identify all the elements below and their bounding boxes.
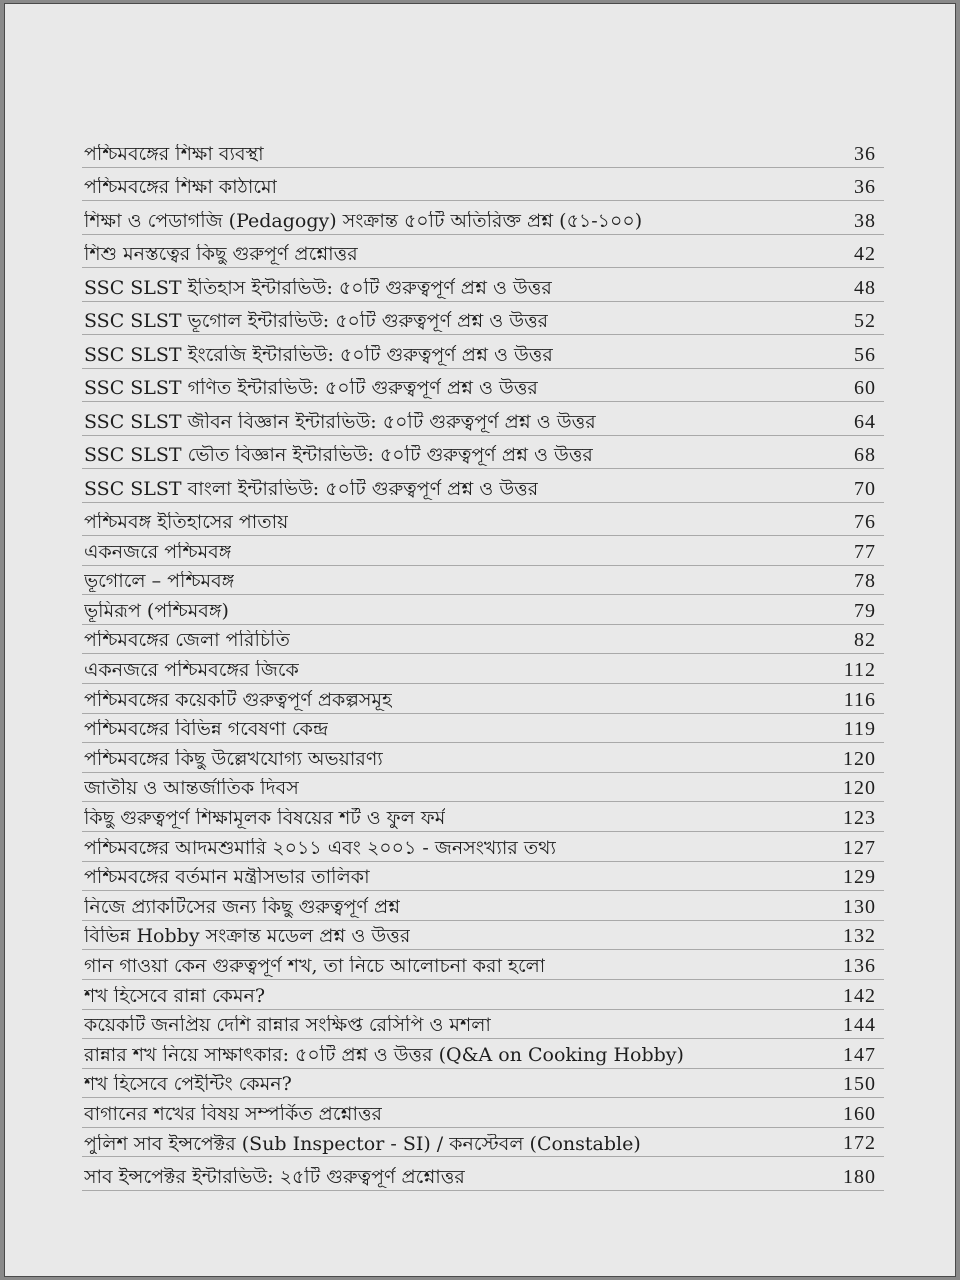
toc-entry <box>82 773 884 803</box>
toc-entry-page-number: 160 <box>843 1102 876 1125</box>
toc-entry-page-number: 147 <box>843 1043 876 1066</box>
toc-entry-title: পশ্চিমবঙ্গের জেলা পরিচিতি <box>84 630 290 652</box>
toc-entry-title: SSC SLST বাংলা ইন্টারভিউ: ৫০টি গুরুত্বপূর্ণ প্রশ্ন ও উত্তর <box>84 478 539 500</box>
toc-entry-page-number: 60 <box>854 377 876 399</box>
toc-entry <box>82 268 884 302</box>
toc-entry <box>82 436 884 470</box>
toc-entry <box>82 503 884 537</box>
toc-entry-title: পশ্চিমবঙ্গের বিভিন্ন গবেষণা কেন্দ্র <box>84 719 329 741</box>
toc-entry-title: SSC SLST ইংরেজি ইন্টারভিউ: ৫০টি গুরুত্বপূর্ণ প্রশ্ন ও উত্তর <box>84 344 553 366</box>
toc-entry-title: একনজরে পশ্চিমবঙ্গ <box>84 541 232 563</box>
toc-entry <box>82 566 884 596</box>
toc-entry-title: রান্নার শখ নিয়ে সাক্ষাৎকার: ৫০টি প্রশ্ন ও উত্তর (Q&A on Cooking Hobby) <box>84 1044 684 1066</box>
toc-entry-page-number: 129 <box>843 866 876 889</box>
toc-entry <box>82 980 884 1010</box>
toc-entry <box>82 1010 884 1040</box>
toc-entry-page-number: 64 <box>854 410 876 433</box>
toc-entry-page-number: 78 <box>854 570 876 593</box>
toc-entry-title: গান গাওয়া কেন গুরুত্বপূর্ণ শখ, তা নিচে আলোচনা করা হলো <box>84 956 546 977</box>
toc-entry-page-number: 144 <box>843 1014 876 1037</box>
toc-entry-title: SSC SLST ইতিহাস ইন্টারভিউ: ৫০টি গুরুত্বপূর্ণ প্রশ্ন ও উত্তর <box>84 277 552 299</box>
toc-entry-title: বাগানের শখের বিষয় সম্পর্কিত প্রশ্নোত্তর <box>84 1103 382 1125</box>
toc-entry-title: SSC SLST জীবন বিজ্ঞান ইন্টারভিউ: ৫০টি গুরুত্বপূর্ণ প্রশ্ন ও উত্তর <box>84 411 596 433</box>
toc-entry-page-number: 120 <box>843 747 876 770</box>
toc-entry-page-number: 130 <box>843 895 876 918</box>
toc-entry <box>82 921 884 951</box>
toc-entry-page-number: 42 <box>854 243 876 265</box>
toc-entry <box>82 891 884 921</box>
toc-entry-page-number: 36 <box>854 176 876 198</box>
toc-entry-title: ভূগোলে – পশ্চিমবঙ্গ <box>84 571 235 593</box>
toc-entry <box>82 832 884 862</box>
toc-entry-title: পুলিশ সাব ইন্সপেক্টর (Sub Inspector - SI) / কনস্টেবল (Constable) <box>84 1133 641 1155</box>
toc-entry-title: পশ্চিমবঙ্গের বর্তমান মন্ত্রীসভার তালিকা <box>84 867 370 889</box>
toc-entry-page-number: 127 <box>843 836 876 859</box>
toc-entry-title: নিজে প্র্যাকটিসের জন্য কিছু গুরুত্বপূর্ণ প্রশ্ন <box>84 896 401 918</box>
toc-entry <box>82 802 884 832</box>
toc-entry-page-number: 116 <box>843 688 876 711</box>
toc-entry-title: জাতীয় ও আন্তর্জাতিক দিবস <box>84 778 299 800</box>
toc-entry <box>82 950 884 980</box>
toc-entry-title: বিভিন্ন Hobby সংক্রান্ত মডেল প্রশ্ন ও উত্তর <box>84 926 411 948</box>
toc-entry-title: শিক্ষা ও পেডাগজি (Pedagogy) সংক্রান্ত ৫০টি অতিরিক্ত প্রশ্ন (৫১-১০০) <box>84 210 643 232</box>
toc-entry-title: শখ হিসেবে রান্না কেমন? <box>84 985 266 1007</box>
toc-entry-page-number: 120 <box>843 777 876 800</box>
toc-entry-page-number: 119 <box>843 718 876 741</box>
toc-entry-page-number: 56 <box>854 343 876 366</box>
toc-entry-title: পশ্চিমবঙ্গের শিক্ষা কাঠামো <box>84 177 278 198</box>
toc-entry <box>82 1128 884 1158</box>
toc-entry <box>82 536 884 566</box>
toc-entry <box>82 595 884 625</box>
toc-entry <box>82 1157 884 1191</box>
toc-entry-page-number: 36 <box>854 142 876 165</box>
toc-entry <box>82 1039 884 1069</box>
toc-entry-title: পশ্চিমবঙ্গের কিছু উল্লেখযোগ্য অভয়ারণ্য <box>84 748 383 770</box>
toc-entry-page-number: 150 <box>843 1073 876 1096</box>
table-of-contents <box>82 134 884 1191</box>
toc-entry-title: SSC SLST গণিত ইন্টারভিউ: ৫০টি গুরুত্বপূর্ণ প্রশ্ন ও উত্তর <box>84 378 538 399</box>
toc-entry-title: ভূমিরূপ (পশ্চিমবঙ্গ) <box>84 600 229 622</box>
toc-entry <box>82 743 884 773</box>
toc-entry <box>82 714 884 744</box>
toc-entry-title: শখ হিসেবে পেইন্টিং কেমন? <box>84 1074 292 1096</box>
toc-entry <box>82 625 884 655</box>
toc-entry-title: পশ্চিমবঙ্গের আদমশুমারি ২০১১ এবং ২০০১ - জনসংখ্যার তথ্য <box>84 837 556 859</box>
toc-entry-page-number: 77 <box>854 540 876 563</box>
toc-entry-title: কয়েকটি জনপ্রিয় দেশি রান্নার সংক্ষিপ্ত রেসিপি ও মশলা <box>84 1015 491 1037</box>
toc-entry <box>82 369 884 403</box>
toc-entry-title: পশ্চিমবঙ্গের কয়েকটি গুরুত্বপূর্ণ প্রকল্পসমূহ <box>84 689 392 711</box>
toc-entry-page-number: 132 <box>843 925 876 948</box>
toc-entry <box>82 469 884 503</box>
toc-entry <box>82 1098 884 1128</box>
toc-entry-title: শিশু মনস্তত্বের কিছু গুরুপূর্ণ প্রশ্নোত্তর <box>84 244 358 265</box>
toc-entry <box>82 335 884 369</box>
toc-entry-page-number: 79 <box>854 599 876 622</box>
toc-entry-title: SSC SLST ভৌত বিজ্ঞান ইন্টারভিউ: ৫০টি গুরুত্বপূর্ণ প্রশ্ন ও উত্তর <box>84 445 593 466</box>
toc-entry-title: একনজরে পশ্চিমবঙ্গের জিকে <box>84 660 299 681</box>
toc-entry <box>82 1069 884 1099</box>
toc-entry <box>82 302 884 336</box>
toc-entry-page-number: 68 <box>854 444 876 466</box>
toc-entry-page-number: 82 <box>854 629 876 652</box>
toc-entry <box>82 862 884 892</box>
toc-entry-page-number: 123 <box>843 806 876 829</box>
toc-entry-title: পশ্চিমবঙ্গ ইতিহাসের পাতায় <box>84 512 289 533</box>
toc-entry <box>82 402 884 436</box>
toc-entry-page-number: 142 <box>843 984 876 1007</box>
toc-entry-title: সাব ইন্সপেক্টর ইন্টারভিউ: ২৫টি গুরুত্বপূর্ণ প্রশ্নোত্তর <box>84 1167 465 1188</box>
toc-entry <box>82 654 884 684</box>
toc-entry <box>82 201 884 235</box>
toc-entry-page-number: 180 <box>843 1165 876 1188</box>
toc-entry-page-number: 172 <box>843 1132 876 1155</box>
toc-entry-title: কিছু গুরুত্বপূর্ণ শিক্ষামূলক বিষয়ের শর্ট ও ফুল ফর্ম <box>84 808 446 829</box>
toc-entry-page-number: 70 <box>854 477 876 500</box>
toc-entry <box>82 168 884 202</box>
toc-entry-page-number: 48 <box>854 276 876 299</box>
toc-entry <box>82 134 884 168</box>
toc-entry <box>82 235 884 269</box>
toc-entry-page-number: 52 <box>854 310 876 332</box>
book-page <box>4 3 956 1277</box>
toc-entry-title: পশ্চিমবঙ্গের শিক্ষা ব্যবস্থা <box>84 143 264 165</box>
toc-entry-page-number: 112 <box>843 658 876 681</box>
toc-entry-page-number: 76 <box>854 511 876 533</box>
toc-entry-title: SSC SLST ভূগোল ইন্টারভিউ: ৫০টি গুরুত্বপূর্ণ প্রশ্ন ও উত্তর <box>84 311 549 332</box>
toc-entry-page-number: 136 <box>843 954 876 977</box>
toc-entry-page-number: 38 <box>854 209 876 232</box>
toc-entry <box>82 684 884 714</box>
